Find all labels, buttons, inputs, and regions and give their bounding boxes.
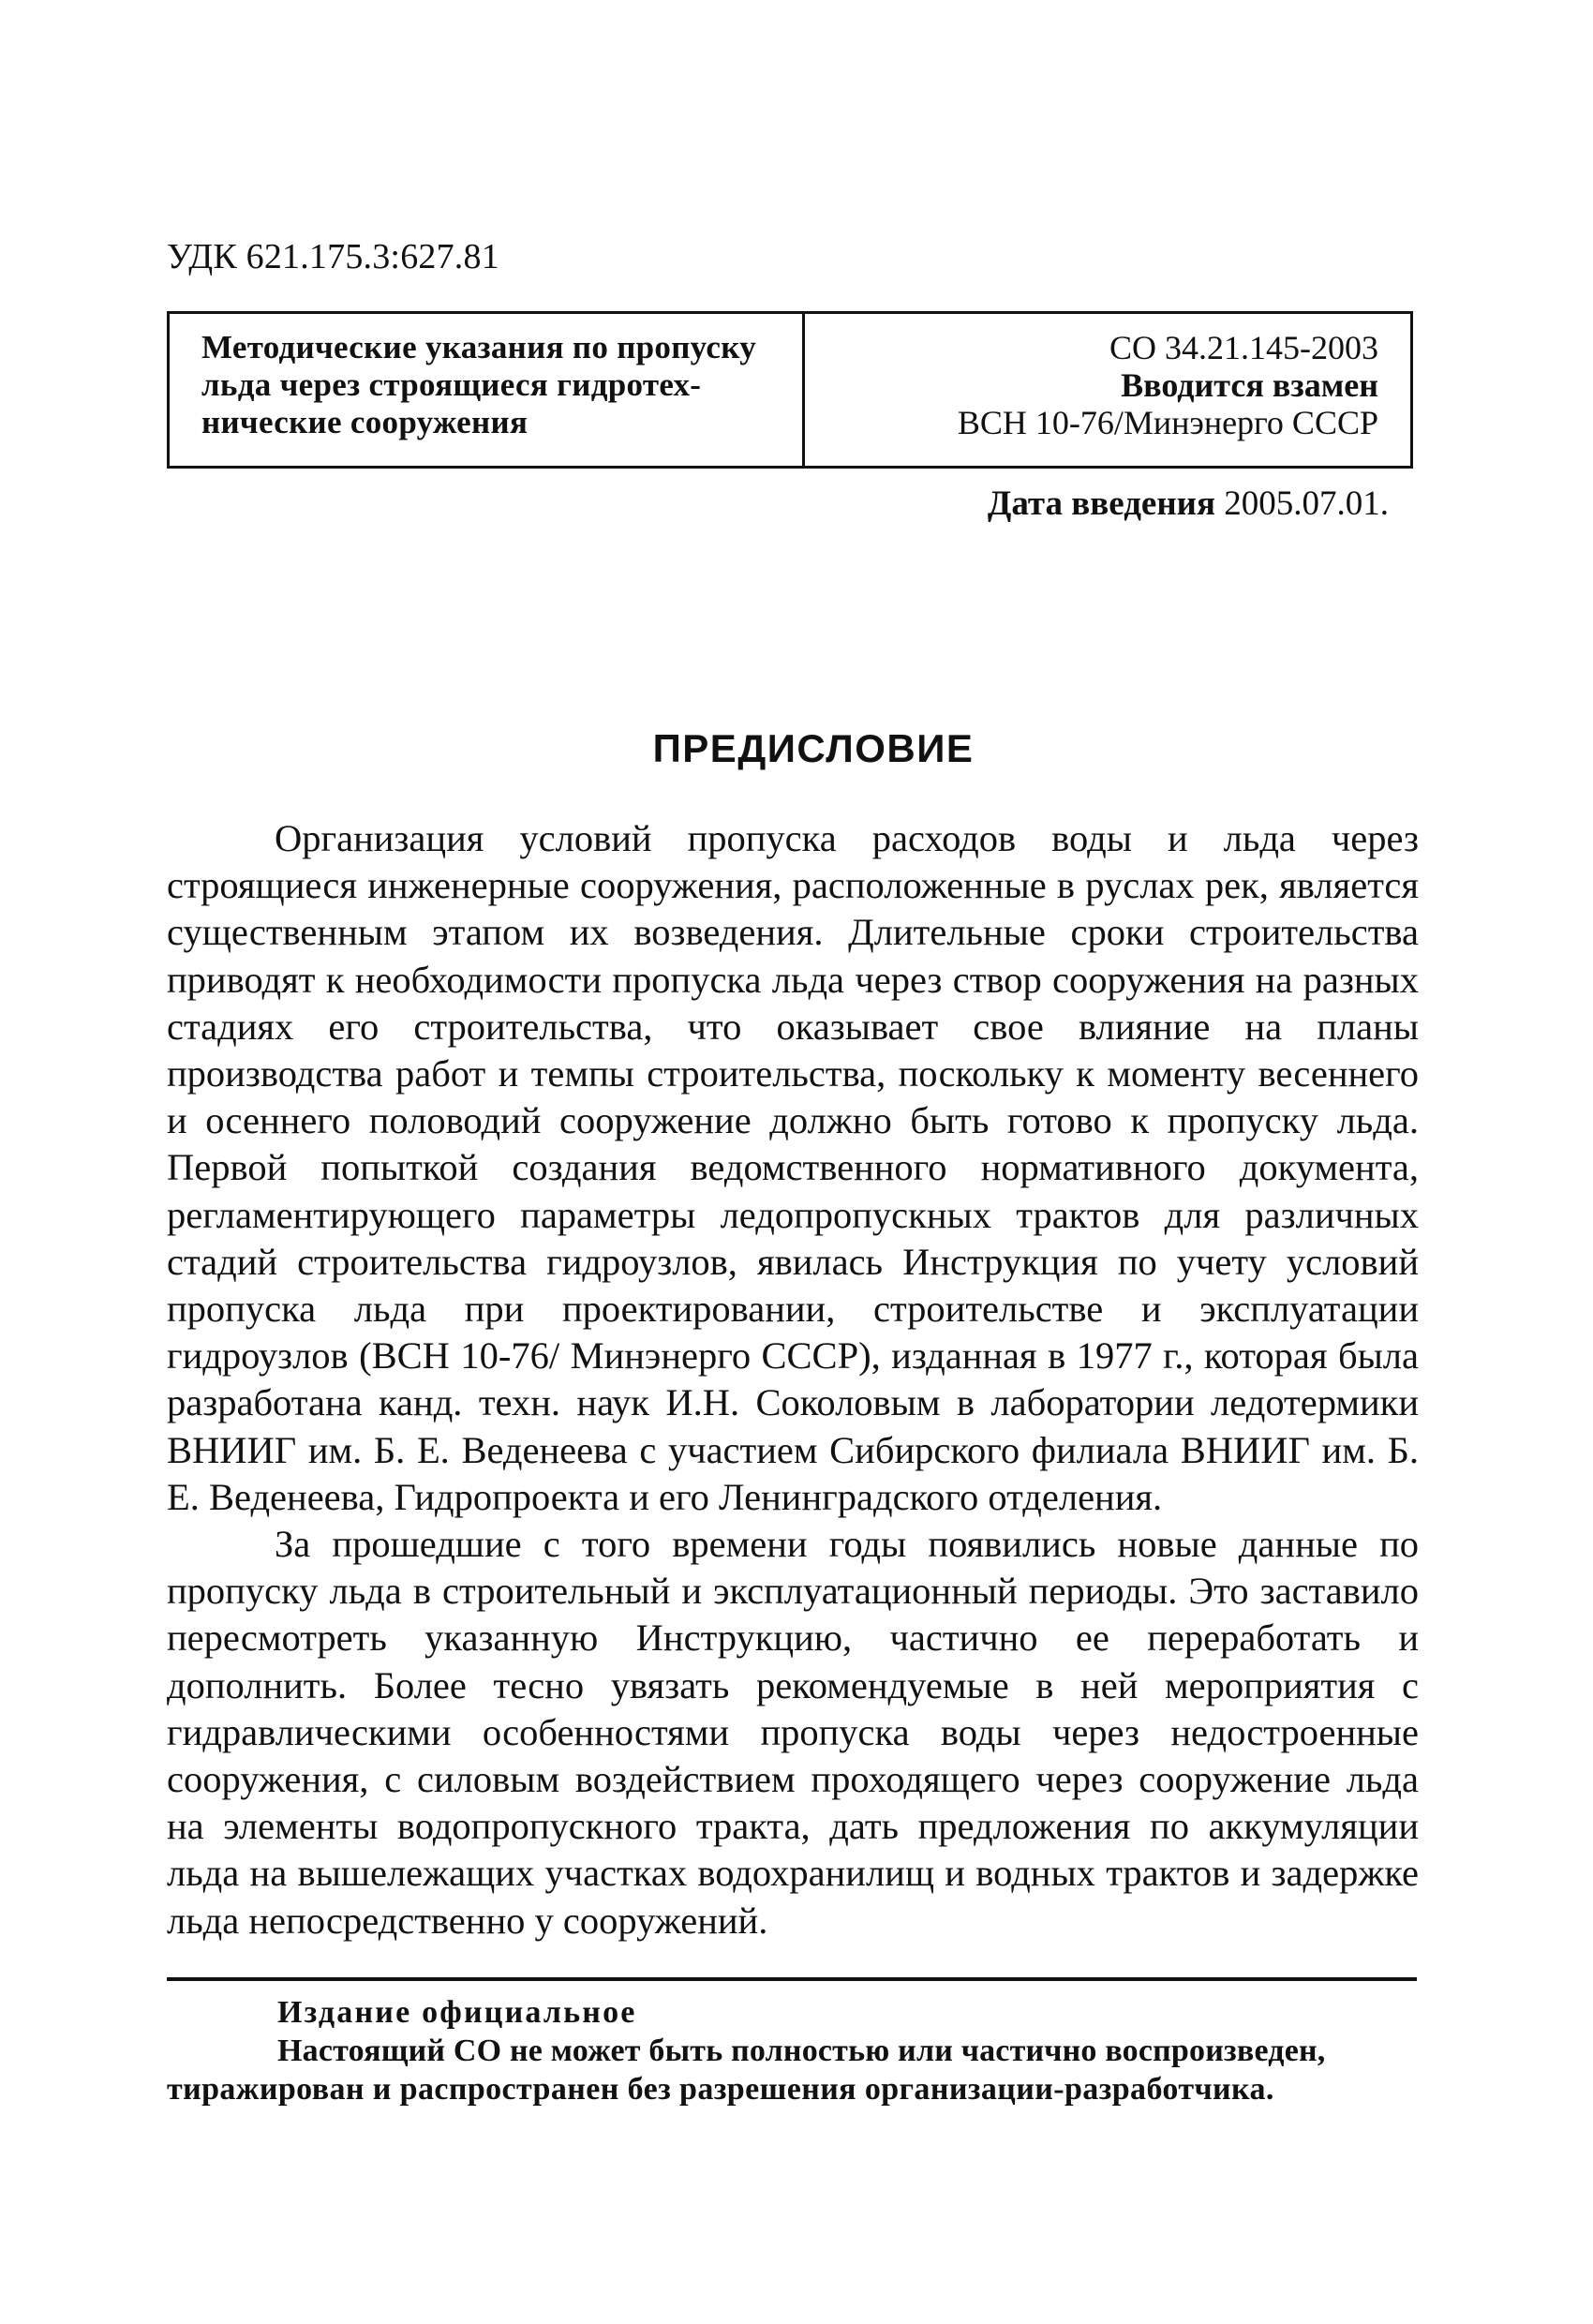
introduction-date-value: 2005.07.01. bbox=[1224, 484, 1389, 523]
preface-body bbox=[167, 815, 1419, 1944]
document-title-line: льда через строящиеся гидротех- bbox=[201, 366, 702, 403]
paragraph: За прошедшие с того времени годы появились новые данные по пропуску льда в строительный и эксплуатационный периоды. Это заставило пересмотреть указанную Инструкцию, частично ее переработать и дополнить. Более тесно увязать рекомендуемые в ней мероприятия с гидравлическими особенностями пропуска воды через недостроенные сооружения, с силовым воздействием проходящего через сооружение льда на элементы водопропускного тракта, дать предложения по аккумуляции льда на вышележащих участках водохранилищ и водных трактов и задержке льда непосредственно у сооружений. bbox=[167, 1523, 1419, 1942]
footnote bbox=[167, 1993, 1422, 2108]
replaces-label: Вводится взамен bbox=[1121, 366, 1378, 404]
introduction-date-label: Дата введения bbox=[987, 484, 1215, 523]
section-title: ПРЕДИСЛОВИЕ bbox=[652, 726, 975, 770]
footnote-divider bbox=[167, 1977, 1417, 1981]
official-edition-label: Издание официальное bbox=[277, 1995, 637, 2030]
document-title-line: нические сооружения bbox=[201, 404, 529, 440]
document-code-cell bbox=[805, 314, 1410, 466]
introduction-date bbox=[988, 484, 1389, 525]
standard-code: СО 34.21.145-2003 bbox=[1109, 329, 1378, 366]
document-title-line: Методические указания по пропуску bbox=[201, 329, 757, 365]
replaced-standard: ВСН 10-76/Минэнерго СССР bbox=[957, 404, 1378, 441]
header-table bbox=[167, 311, 1413, 469]
udk-code: УДК 621.175.3:627.81 bbox=[167, 237, 499, 276]
copyright-notice-line: Настоящий СО не может быть полностью или частично воспроизведен, bbox=[277, 2034, 1326, 2068]
copyright-notice-line: тиражирован и распространен без разрешения организации-разработчика. bbox=[167, 2072, 1274, 2107]
paragraph: Организация условий пропуска расходов воды и льда через строящиеся инженерные сооружения, расположенные в руслах рек, является существенным этапом их возведения. Длительные сроки строительства приводят к необходимости пропуска льда через створ сооружения на разных стадиях его строительства, что оказывает свое влияние на планы производства работ и темпы строительства, поскольку к моменту весеннего и осеннего половодий сооружение должно быть готово к пропуску льда. Первой попыткой создания ведомственного нормативного документа, регламентирующего параметры ледопропускных трактов для различных стадий строительства гидроузлов, явилась Инструкция по учету условий пропуска льда при проектировании, строительстве и эксплуатации гидроузлов (ВСН 10-76/ Минэнерго СССР), изданная в 1977 г., которая была разработана канд. техн. наук И.Н. Соколовым в лаборатории ледотермики ВНИИГ им. Б. Е. Веденеева с участием Сибирского филиала ВНИИГ им. Б. Е. Веденеева, Гидропроекта и его Ленинградского отделения. bbox=[167, 817, 1419, 1518]
document-title-cell bbox=[170, 314, 805, 466]
